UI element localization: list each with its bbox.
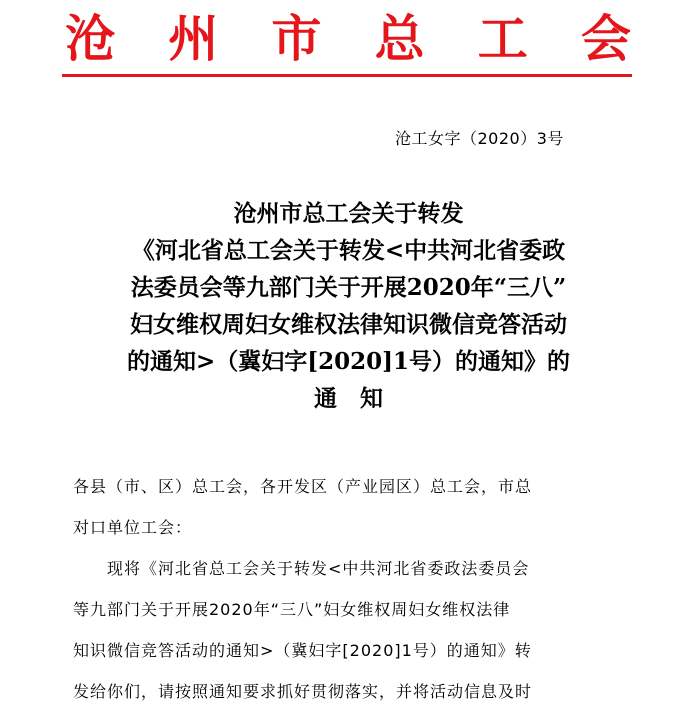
masthead-char: 沧 — [65, 9, 115, 68]
title-line: 法委员会等九部门关于开展2020年“三八” — [130, 274, 567, 301]
title-line: 妇女维权周妇女维权法律知识微信竞答活动 — [130, 311, 567, 338]
red-divider-line — [62, 74, 632, 77]
masthead-char: 工 — [477, 9, 528, 68]
body-line: 现将《河北省总工会关于转发<中共河北省委政法委员会 — [107, 559, 530, 578]
document-number: 沧工女字（2020）3号 — [395, 129, 564, 148]
title-line: 通 知 — [314, 385, 383, 412]
masthead — [62, 4, 634, 74]
masthead-char: 州 — [168, 9, 219, 68]
title-line: 的通知>（冀妇字[2020]1号）的通知》的 — [126, 348, 571, 375]
body-line: 发给你们，请按照通知要求抓好贯彻落实，并将活动信息及时 — [73, 682, 533, 701]
masthead-char: 会 — [580, 9, 631, 68]
body-line: 知识微信竞答活动的通知>（冀妇字[2020]1号）的通知》转 — [73, 641, 532, 660]
body-paragraph — [73, 548, 633, 712]
document-body — [73, 466, 633, 712]
body-line: 各县（市、区）总工会，各开发区（产业园区）总工会，市总 — [73, 477, 533, 496]
body-line: 等九部门关于开展2020年“三八”妇女维权周妇女维权法律 — [73, 600, 511, 619]
document-title — [40, 195, 657, 417]
body-line: 对口单位工会： — [73, 518, 193, 537]
salutation — [73, 466, 633, 548]
title-line: 沧州市总工会关于转发 — [233, 200, 464, 227]
masthead-char: 总 — [374, 9, 425, 68]
title-line: 《河北省总工会关于转发<中共河北省委政 — [131, 237, 566, 264]
masthead-char: 市 — [271, 9, 322, 68]
